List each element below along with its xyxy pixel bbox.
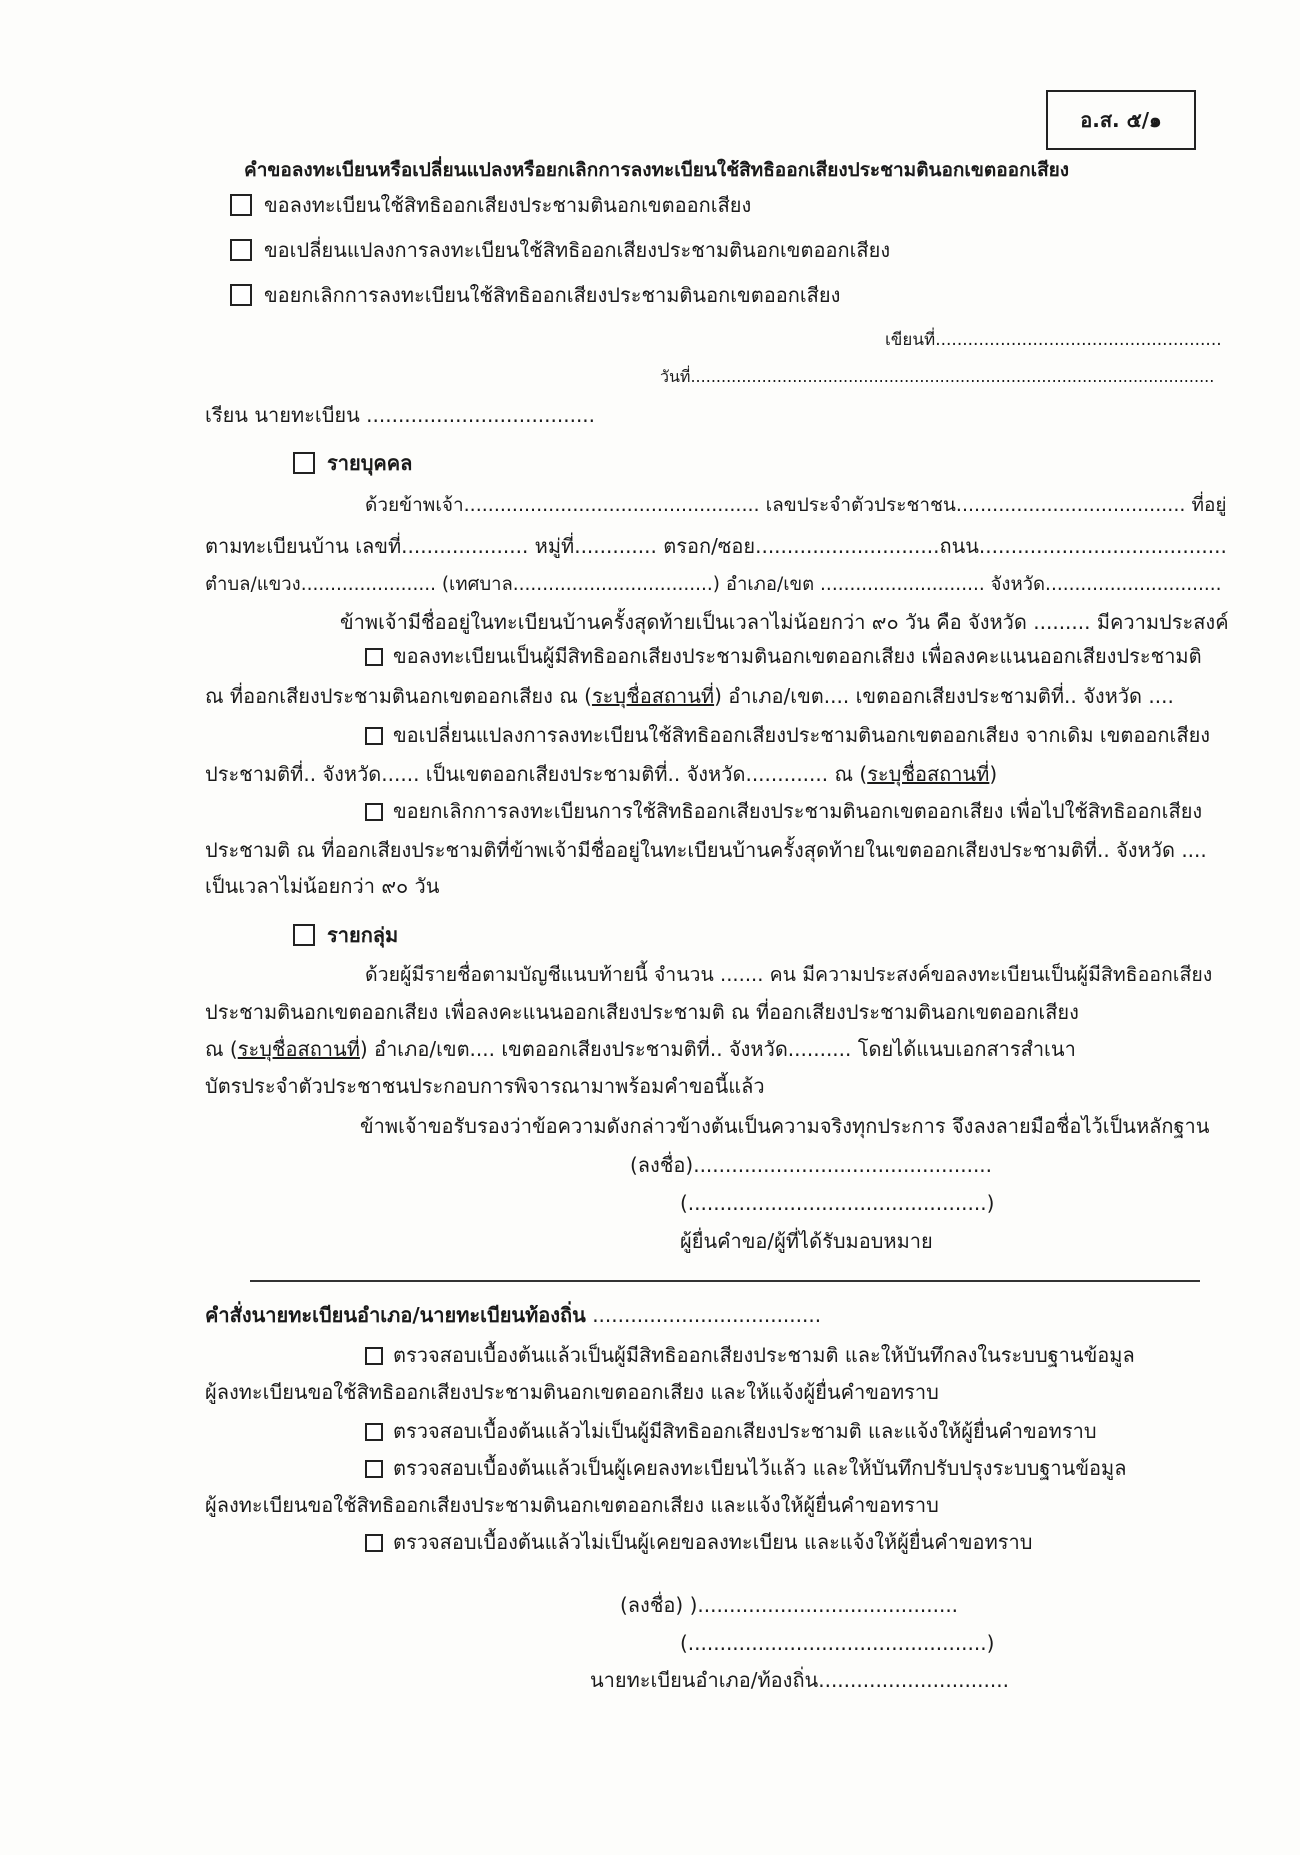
group-heading-label: รายกลุ่ม [327, 923, 399, 947]
cancel-checkbox[interactable] [230, 284, 252, 306]
option-text: ) อำเภอ/เขต.... เขตออกเสียงประชามติที่.. จังหวัด .... [714, 684, 1174, 708]
individual-option-register [365, 641, 1202, 671]
form-title: คำขอลงทะเบียนหรือเปลี่ยนแปลงหรือยกเลิกการลงทะเบียนใช้สิทธิออกเสียงประชามตินอกเขตออกเสียง [244, 159, 1070, 181]
request-type-label: ขอลงทะเบียนใช้สิทธิออกเสียงประชามตินอกเขตออกเสียง [264, 193, 752, 217]
individual-option-text: ประชามติ ณ ที่ออกเสียงประชามติที่ข้าพเจ้ามีชื่ออยู่ในทะเบียนบ้านครั้งสุดท้ายในเขตออกเสียงประชามติที่.. จังหวัด .... [205, 838, 1207, 862]
option-checkbox[interactable] [365, 803, 383, 821]
registrar-heading-dots: .................................... [585, 1303, 822, 1327]
applicant-signature-field[interactable]: (ลงชื่อ)............................................... [630, 1153, 993, 1177]
registrar-option-text: ผู้ลงทะเบียนขอใช้สิทธิออกเสียงประชามตินอกเขตออกเสียง และให้แจ้งผู้ยื่นคำขอทราบ [205, 1380, 939, 1404]
registrar-option [365, 1527, 1032, 1557]
group-line: ด้วยผู้มีรายชื่อตามบัญชีแนบท้ายนี้ จำนวน ....... คน มีความประสงค์ขอลงทะเบียนเป็นผู้มีสิทธิออกเสียง [365, 963, 1213, 986]
place-name-hint: ระบุชื่อสถานที่ [591, 684, 715, 708]
written-at-field[interactable]: เขียนที่..................................................... [885, 330, 1222, 350]
individual-option-text: เป็นเวลาไม่น้อยกว่า ๙๐ วัน [205, 874, 440, 898]
request-type-change [230, 235, 890, 265]
option-text: ขอลงทะเบียนเป็นผู้มีสิทธิออกเสียงประชามตินอกเขตออกเสียง เพื่อลงคะแนนออกเสียงประชามติ [393, 644, 1202, 668]
change-checkbox[interactable] [230, 239, 252, 261]
option-text: ณ ที่ออกเสียงประชามตินอกเขตออกเสียง ณ ( [205, 684, 592, 708]
individual-heading [293, 448, 412, 478]
register-checkbox[interactable] [230, 194, 252, 216]
individual-option-text [205, 759, 997, 789]
applicant-role: ผู้ยื่นคำขอ/ผู้ที่ได้รับมอบหมาย [680, 1229, 933, 1253]
option-text: ประชามติที่.. จังหวัด...... เป็นเขตออกเสียงประชามติที่.. จังหวัด............. ณ ( [205, 762, 868, 786]
date-field[interactable]: วันที่....................................................................................................... [660, 367, 1215, 386]
registrar-option-text: ผู้ลงทะเบียนขอใช้สิทธิออกเสียงประชามตินอกเขตออกเสียง และแจ้งให้ผู้ยื่นคำขอทราบ [205, 1493, 939, 1517]
option-text: ขอยกเลิกการลงทะเบียนการใช้สิทธิออกเสียงประชามตินอกเขตออกเสียง เพื่อไปใช้สิทธิออกเสียง [393, 799, 1203, 823]
request-type-label: ขอยกเลิกการลงทะเบียนใช้สิทธิออกเสียงประชามตินอกเขตออกเสียง [264, 283, 841, 307]
group-line [205, 1034, 1076, 1064]
applicant-name-field[interactable]: (...............................................) [680, 1191, 995, 1215]
group-text: ) อำเภอ/เขต.... เขตออกเสียงประชามติที่.. จังหวัด.......... โดยได้แนบเอกสารสำเนา [359, 1037, 1076, 1061]
individual-checkbox[interactable] [293, 452, 315, 474]
individual-option-text [205, 681, 1174, 711]
request-type-register [230, 190, 751, 220]
option-checkbox[interactable] [365, 727, 383, 745]
option-checkbox[interactable] [365, 1460, 383, 1478]
individual-heading-label: รายบุคคล [327, 451, 413, 475]
registrar-option [365, 1453, 1126, 1483]
registrar-option [365, 1416, 1097, 1446]
salutation: เรียน นายทะเบียน .................................... [205, 403, 596, 427]
option-checkbox[interactable] [365, 1423, 383, 1441]
option-text: ตรวจสอบเบื้องต้นแล้วไม่เป็นผู้มีสิทธิออกเสียงประชามติ และแจ้งให้ผู้ยื่นคำขอทราบ [393, 1419, 1097, 1443]
option-text: ) [989, 762, 998, 786]
individual-line: ตามทะเบียนบ้าน เลขที่.................... หมู่ที่............. ตรอก/ซอย.............................ถนน....................................... [205, 534, 1227, 558]
option-checkbox[interactable] [365, 648, 383, 666]
option-checkbox[interactable] [365, 1347, 383, 1365]
group-line: บัตรประจำตัวประชาชนประกอบการพิจารณามาพร้อมคำขอนี้แล้ว [205, 1074, 765, 1098]
form-code-box: อ.ส. ๕/๑ [1046, 90, 1196, 150]
registrar-signature-field[interactable]: (ลงชื่อ) )......................................... [620, 1593, 959, 1617]
option-text: ขอเปลี่ยนแปลงการลงทะเบียนใช้สิทธิออกเสียงประชามตินอกเขตออกเสียง จากเดิม เขตออกเสียง [393, 723, 1211, 747]
registrar-name-field[interactable]: (...............................................) [680, 1631, 995, 1655]
registrar-role: นายทะเบียนอำเภอ/ท้องถิ่น.............................. [590, 1668, 1009, 1692]
request-type-label: ขอเปลี่ยนแปลงการลงทะเบียนใช้สิทธิออกเสียงประชามตินอกเขตออกเสียง [264, 238, 891, 262]
option-text: ตรวจสอบเบื้องต้นแล้วไม่เป็นผู้เคยขอลงทะเบียน และแจ้งให้ผู้ยื่นคำขอทราบ [393, 1530, 1033, 1554]
place-name-hint: ระบุชื่อสถานที่ [237, 1037, 360, 1061]
individual-line: ด้วยข้าพเจ้า................................................. เลขประจำตัวประชาชน...................................... ที่อยู่ [365, 494, 1227, 516]
group-heading [293, 920, 398, 950]
group-checkbox[interactable] [293, 924, 315, 946]
group-line: ประชามตินอกเขตออกเสียง เพื่อลงคะแนนออกเสียงประชามติ ณ ที่ออกเสียงประชามตินอกเขตออกเสียง [205, 1000, 1079, 1024]
section-divider [250, 1280, 1200, 1282]
individual-line: ตำบล/แขวง....................... (เทศบาล..................................) อำเภอ/เขต ............................ จังหวัด.............................. [205, 574, 1222, 595]
option-checkbox[interactable] [365, 1534, 383, 1552]
request-type-cancel [230, 280, 840, 310]
place-name-hint: ระบุชื่อสถานที่ [867, 762, 990, 786]
option-text: ตรวจสอบเบื้องต้นแล้วเป็นผู้เคยลงทะเบียนไว้แล้ว และให้บันทึกปรับปรุงระบบฐานข้อมูล [393, 1456, 1127, 1480]
individual-option-change [365, 720, 1210, 750]
individual-line: ข้าพเจ้ามีชื่ออยู่ในทะเบียนบ้านครั้งสุดท้ายเป็นเวลาไม่น้อยกว่า ๙๐ วัน คือ จังหวัด ......... มีความประสงค์ [340, 610, 1229, 634]
individual-option-cancel [365, 796, 1202, 826]
registrar-order-heading [205, 1300, 821, 1330]
certification-text: ข้าพเจ้าขอรับรองว่าข้อความดังกล่าวข้างต้นเป็นความจริงทุกประการ จึงลงลายมือชื่อไว้เป็นหลักฐาน [360, 1114, 1210, 1138]
option-text: ตรวจสอบเบื้องต้นแล้วเป็นผู้มีสิทธิออกเสียงประชามติ และให้บันทึกลงในระบบฐานข้อมูล [393, 1343, 1135, 1367]
registrar-option [365, 1340, 1135, 1370]
group-text: ณ ( [205, 1037, 238, 1061]
registrar-heading-label: คำสั่งนายทะเบียนอำเภอ/นายทะเบียนท้องถิ่น [205, 1303, 586, 1327]
